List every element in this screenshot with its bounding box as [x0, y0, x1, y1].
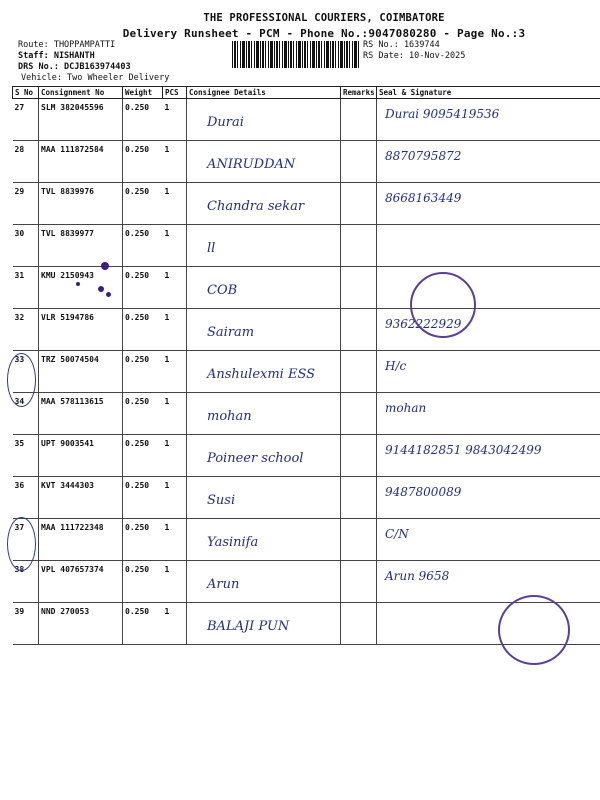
row-pcs-text: 1: [164, 481, 170, 490]
row-weight-text: 0.250: [125, 145, 150, 154]
row-pcs-text: 1: [164, 439, 170, 448]
row-sno: [13, 477, 39, 519]
row-consignment-no-text: MAA 111722348: [41, 523, 104, 532]
row-consignee-details: [187, 603, 341, 645]
row-weight-text: 0.250: [125, 229, 150, 238]
row-sno: [13, 141, 39, 183]
ink-blot: [76, 282, 80, 286]
row-pcs-text: 1: [164, 523, 170, 532]
meta-right: [363, 40, 465, 62]
row-pcs: [163, 477, 187, 519]
row-remarks: [341, 519, 377, 561]
ink-blot: [101, 262, 109, 270]
row-weight: [123, 435, 163, 477]
row-weight-text: 0.250: [125, 565, 150, 574]
row-sno-text: 38: [14, 565, 25, 574]
row-sno-text: 34: [14, 397, 25, 406]
staff-text: Staff: NISHANTH: [18, 51, 95, 61]
row-remarks: [341, 225, 377, 267]
row-consignment-no-text: TVL 8839977: [41, 229, 94, 238]
row-weight: [123, 351, 163, 393]
handwritten-consignee: Chandra sekar: [207, 199, 305, 214]
row-remarks: [341, 393, 377, 435]
row-sno: [13, 183, 39, 225]
col-weight: Weight: [123, 87, 163, 99]
row-sno-text: 39: [14, 607, 25, 616]
row-weight: [123, 519, 163, 561]
row-seal-signature: [377, 99, 600, 141]
col-consignment: Consignment No: [39, 87, 123, 99]
row-sno-text: 30: [14, 229, 25, 238]
row-consignee-details: [187, 561, 341, 603]
row-weight: [123, 99, 163, 141]
handwritten-signature: 9144182851 9843042499: [385, 443, 542, 457]
runsheet-subtitle: Delivery Runsheet - PCM - Phone No.:9047080280 - Page No.:3: [122, 27, 526, 40]
row-weight-text: 0.250: [125, 523, 150, 532]
table-row: [13, 393, 600, 435]
row-consignee-details: [187, 309, 341, 351]
row-pcs: [163, 603, 187, 645]
row-consignment-no-text: MAA 578113615: [41, 397, 104, 406]
handwritten-signature: Arun 9658: [385, 569, 450, 583]
handwritten-signature: 9362222929: [385, 317, 462, 331]
row-pcs-text: 1: [164, 607, 170, 616]
table-row: [13, 477, 600, 519]
row-consignment-no-text: KMU 2150943: [41, 271, 94, 280]
row-circle-mark: [7, 353, 36, 407]
barcode: [232, 41, 360, 68]
handwritten-consignee: Poineer school: [207, 451, 304, 466]
row-pcs: [163, 561, 187, 603]
row-sno-text: 35: [14, 439, 25, 448]
row-pcs-text: 1: [164, 187, 170, 196]
table-row: [13, 351, 600, 393]
row-consignment-no-text: KVT 3444303: [41, 481, 94, 490]
table-row: [13, 435, 600, 477]
row-weight-text: 0.250: [125, 355, 150, 364]
handwritten-consignee: BALAJI PUN: [207, 619, 290, 634]
row-pcs-text: 1: [164, 103, 170, 112]
row-consignment-no: [39, 141, 123, 183]
row-circle-mark: [7, 517, 36, 571]
col-remarks: Remarks: [341, 87, 377, 99]
row-consignment-no-text: VLR 5194786: [41, 313, 94, 322]
row-remarks: [341, 477, 377, 519]
row-consignee-details: [187, 141, 341, 183]
row-weight: [123, 183, 163, 225]
table-row: [13, 225, 600, 267]
rs-date-text: RS Date: 10-Nov-2025: [363, 51, 466, 61]
row-consignment-no-text: UPT 9003541: [41, 439, 94, 448]
row-weight-text: 0.250: [125, 271, 150, 280]
row-sno-text: 28: [14, 145, 25, 154]
row-consignment-no: [39, 435, 123, 477]
row-weight-text: 0.250: [125, 481, 150, 490]
row-consignment-no: [39, 561, 123, 603]
row-pcs: [163, 183, 187, 225]
row-pcs-text: 1: [164, 397, 170, 406]
row-seal-signature: [377, 225, 600, 267]
row-remarks: [341, 603, 377, 645]
handwritten-signature: H/c: [385, 359, 407, 373]
runsheet-table: [12, 86, 600, 645]
row-seal-signature: [377, 561, 600, 603]
handwritten-signature: 8668163449: [385, 191, 462, 205]
row-pcs: [163, 141, 187, 183]
col-sno: S No: [13, 87, 39, 99]
row-weight: [123, 309, 163, 351]
table-row: [13, 183, 600, 225]
row-sno-text: 29: [14, 187, 25, 196]
row-weight: [123, 477, 163, 519]
handwritten-signature: [379, 225, 599, 233]
col-pcs: PCS: [163, 87, 187, 99]
row-pcs-text: 1: [164, 355, 170, 364]
row-seal-signature: [377, 309, 600, 351]
ink-blot: [106, 292, 111, 297]
row-consignment-no: [39, 267, 123, 309]
row-sno-text: 33: [14, 355, 25, 364]
row-weight-text: 0.250: [125, 187, 150, 196]
route-text: Route: THOPPAMPATTI: [18, 40, 116, 50]
row-weight-text: 0.250: [125, 103, 150, 112]
row-consignment-no-text: MAA 111872584: [41, 145, 104, 154]
row-weight: [123, 267, 163, 309]
table-row: [13, 519, 600, 561]
vehicle-text: Vehicle: Two Wheeler Delivery: [21, 73, 170, 83]
company-title: THE PROFESSIONAL COURIERS, COIMBATORE: [203, 12, 445, 24]
row-remarks: [341, 561, 377, 603]
col-seal-signature: Seal & Signature: [377, 87, 600, 99]
row-sno: [13, 435, 39, 477]
row-consignee-details: [187, 477, 341, 519]
table-row: [13, 141, 600, 183]
courier-seal-stamp: [498, 595, 570, 665]
row-consignee-details: [187, 435, 341, 477]
row-weight-text: 0.250: [125, 313, 150, 322]
row-seal-signature: [377, 183, 600, 225]
handwritten-consignee: mohan: [207, 409, 252, 424]
row-seal-signature: [377, 519, 600, 561]
row-sno-text: 32: [14, 313, 25, 322]
handwritten-consignee: ll: [207, 241, 216, 256]
row-remarks: [341, 141, 377, 183]
handwritten-consignee: COB: [207, 283, 238, 298]
handwritten-consignee: Yasinifa: [207, 535, 259, 550]
row-sno-text: 27: [14, 103, 25, 112]
courier-seal-stamp: [410, 272, 476, 338]
row-remarks: [341, 435, 377, 477]
row-consignment-no: [39, 477, 123, 519]
handwritten-consignee: Arun: [207, 577, 240, 592]
row-pcs: [163, 267, 187, 309]
table-row: [13, 99, 600, 141]
row-seal-signature: [377, 435, 600, 477]
handwritten-consignee: Susi: [207, 493, 236, 508]
row-weight: [123, 225, 163, 267]
table-row: [13, 309, 600, 351]
row-consignment-no: [39, 225, 123, 267]
row-seal-signature: [377, 393, 600, 435]
table-header-row: [13, 87, 600, 99]
row-weight: [123, 393, 163, 435]
rs-no-text: RS No.: 1639744: [363, 40, 440, 50]
row-sno-text: 36: [14, 481, 25, 490]
handwritten-signature: mohan: [385, 401, 427, 415]
handwritten-signature: 8870795872: [385, 149, 462, 163]
row-weight: [123, 603, 163, 645]
row-pcs: [163, 99, 187, 141]
handwritten-signature: 9487800089: [385, 485, 462, 499]
row-weight-text: 0.250: [125, 397, 150, 406]
row-consignee-details: [187, 225, 341, 267]
handwritten-signature: [379, 603, 599, 611]
row-remarks: [341, 99, 377, 141]
row-pcs-text: 1: [164, 271, 170, 280]
drs-text: DRS No.: DCJB163974403: [18, 62, 131, 72]
row-sno: [13, 267, 39, 309]
col-consignee: Consignee Details: [187, 87, 341, 99]
row-sno: [13, 99, 39, 141]
row-pcs-text: 1: [164, 145, 170, 154]
row-weight: [123, 561, 163, 603]
row-consignment-no-text: TVL 8839976: [41, 187, 94, 196]
handwritten-consignee: Sairam: [207, 325, 255, 340]
row-consignment-no-text: NND 270053: [41, 607, 90, 616]
handwritten-signature: Durai 9095419536: [385, 107, 500, 121]
row-consignment-no-text: SLM 382045596: [41, 103, 104, 112]
row-consignment-no: [39, 519, 123, 561]
row-consignment-no-text: VPL 407657374: [41, 565, 104, 574]
handwritten-consignee: Anshulexmi ESS: [207, 367, 316, 382]
row-consignment-no: [39, 603, 123, 645]
row-pcs: [163, 225, 187, 267]
row-consignee-details: [187, 267, 341, 309]
row-remarks: [341, 267, 377, 309]
row-consignment-no-text: TRZ 50074504: [41, 355, 99, 364]
row-sno-text: 37: [14, 523, 25, 532]
row-pcs: [163, 393, 187, 435]
row-consignee-details: [187, 519, 341, 561]
row-seal-signature: [377, 351, 600, 393]
row-consignee-details: [187, 351, 341, 393]
row-pcs: [163, 519, 187, 561]
handwritten-signature: C/N: [385, 527, 409, 541]
row-pcs: [163, 309, 187, 351]
row-weight: [123, 141, 163, 183]
row-weight-text: 0.250: [125, 439, 150, 448]
handwritten-signature: [379, 267, 599, 275]
table-row: [13, 561, 600, 603]
handwritten-consignee: ANIRUDDAN: [207, 157, 296, 172]
row-consignment-no: [39, 183, 123, 225]
row-pcs-text: 1: [164, 313, 170, 322]
runsheet-table-wrap: [12, 86, 600, 645]
row-consignee-details: [187, 99, 341, 141]
row-consignment-no: [39, 309, 123, 351]
row-seal-signature: [377, 477, 600, 519]
row-sno: [13, 603, 39, 645]
row-sno-text: 31: [14, 271, 25, 280]
row-seal-signature: [377, 141, 600, 183]
row-pcs: [163, 351, 187, 393]
row-pcs-text: 1: [164, 229, 170, 238]
row-consignment-no: [39, 99, 123, 141]
ink-blot: [98, 286, 104, 292]
row-pcs-text: 1: [164, 565, 170, 574]
row-weight-text: 0.250: [125, 607, 150, 616]
row-pcs: [163, 435, 187, 477]
row-remarks: [341, 309, 377, 351]
row-consignee-details: [187, 393, 341, 435]
handwritten-consignee: Durai: [207, 115, 244, 130]
row-consignment-no: [39, 393, 123, 435]
row-consignment-no: [39, 351, 123, 393]
row-consignee-details: [187, 183, 341, 225]
row-sno: [13, 309, 39, 351]
meta-left: [18, 40, 169, 84]
row-sno: [13, 225, 39, 267]
row-remarks: [341, 351, 377, 393]
row-remarks: [341, 183, 377, 225]
